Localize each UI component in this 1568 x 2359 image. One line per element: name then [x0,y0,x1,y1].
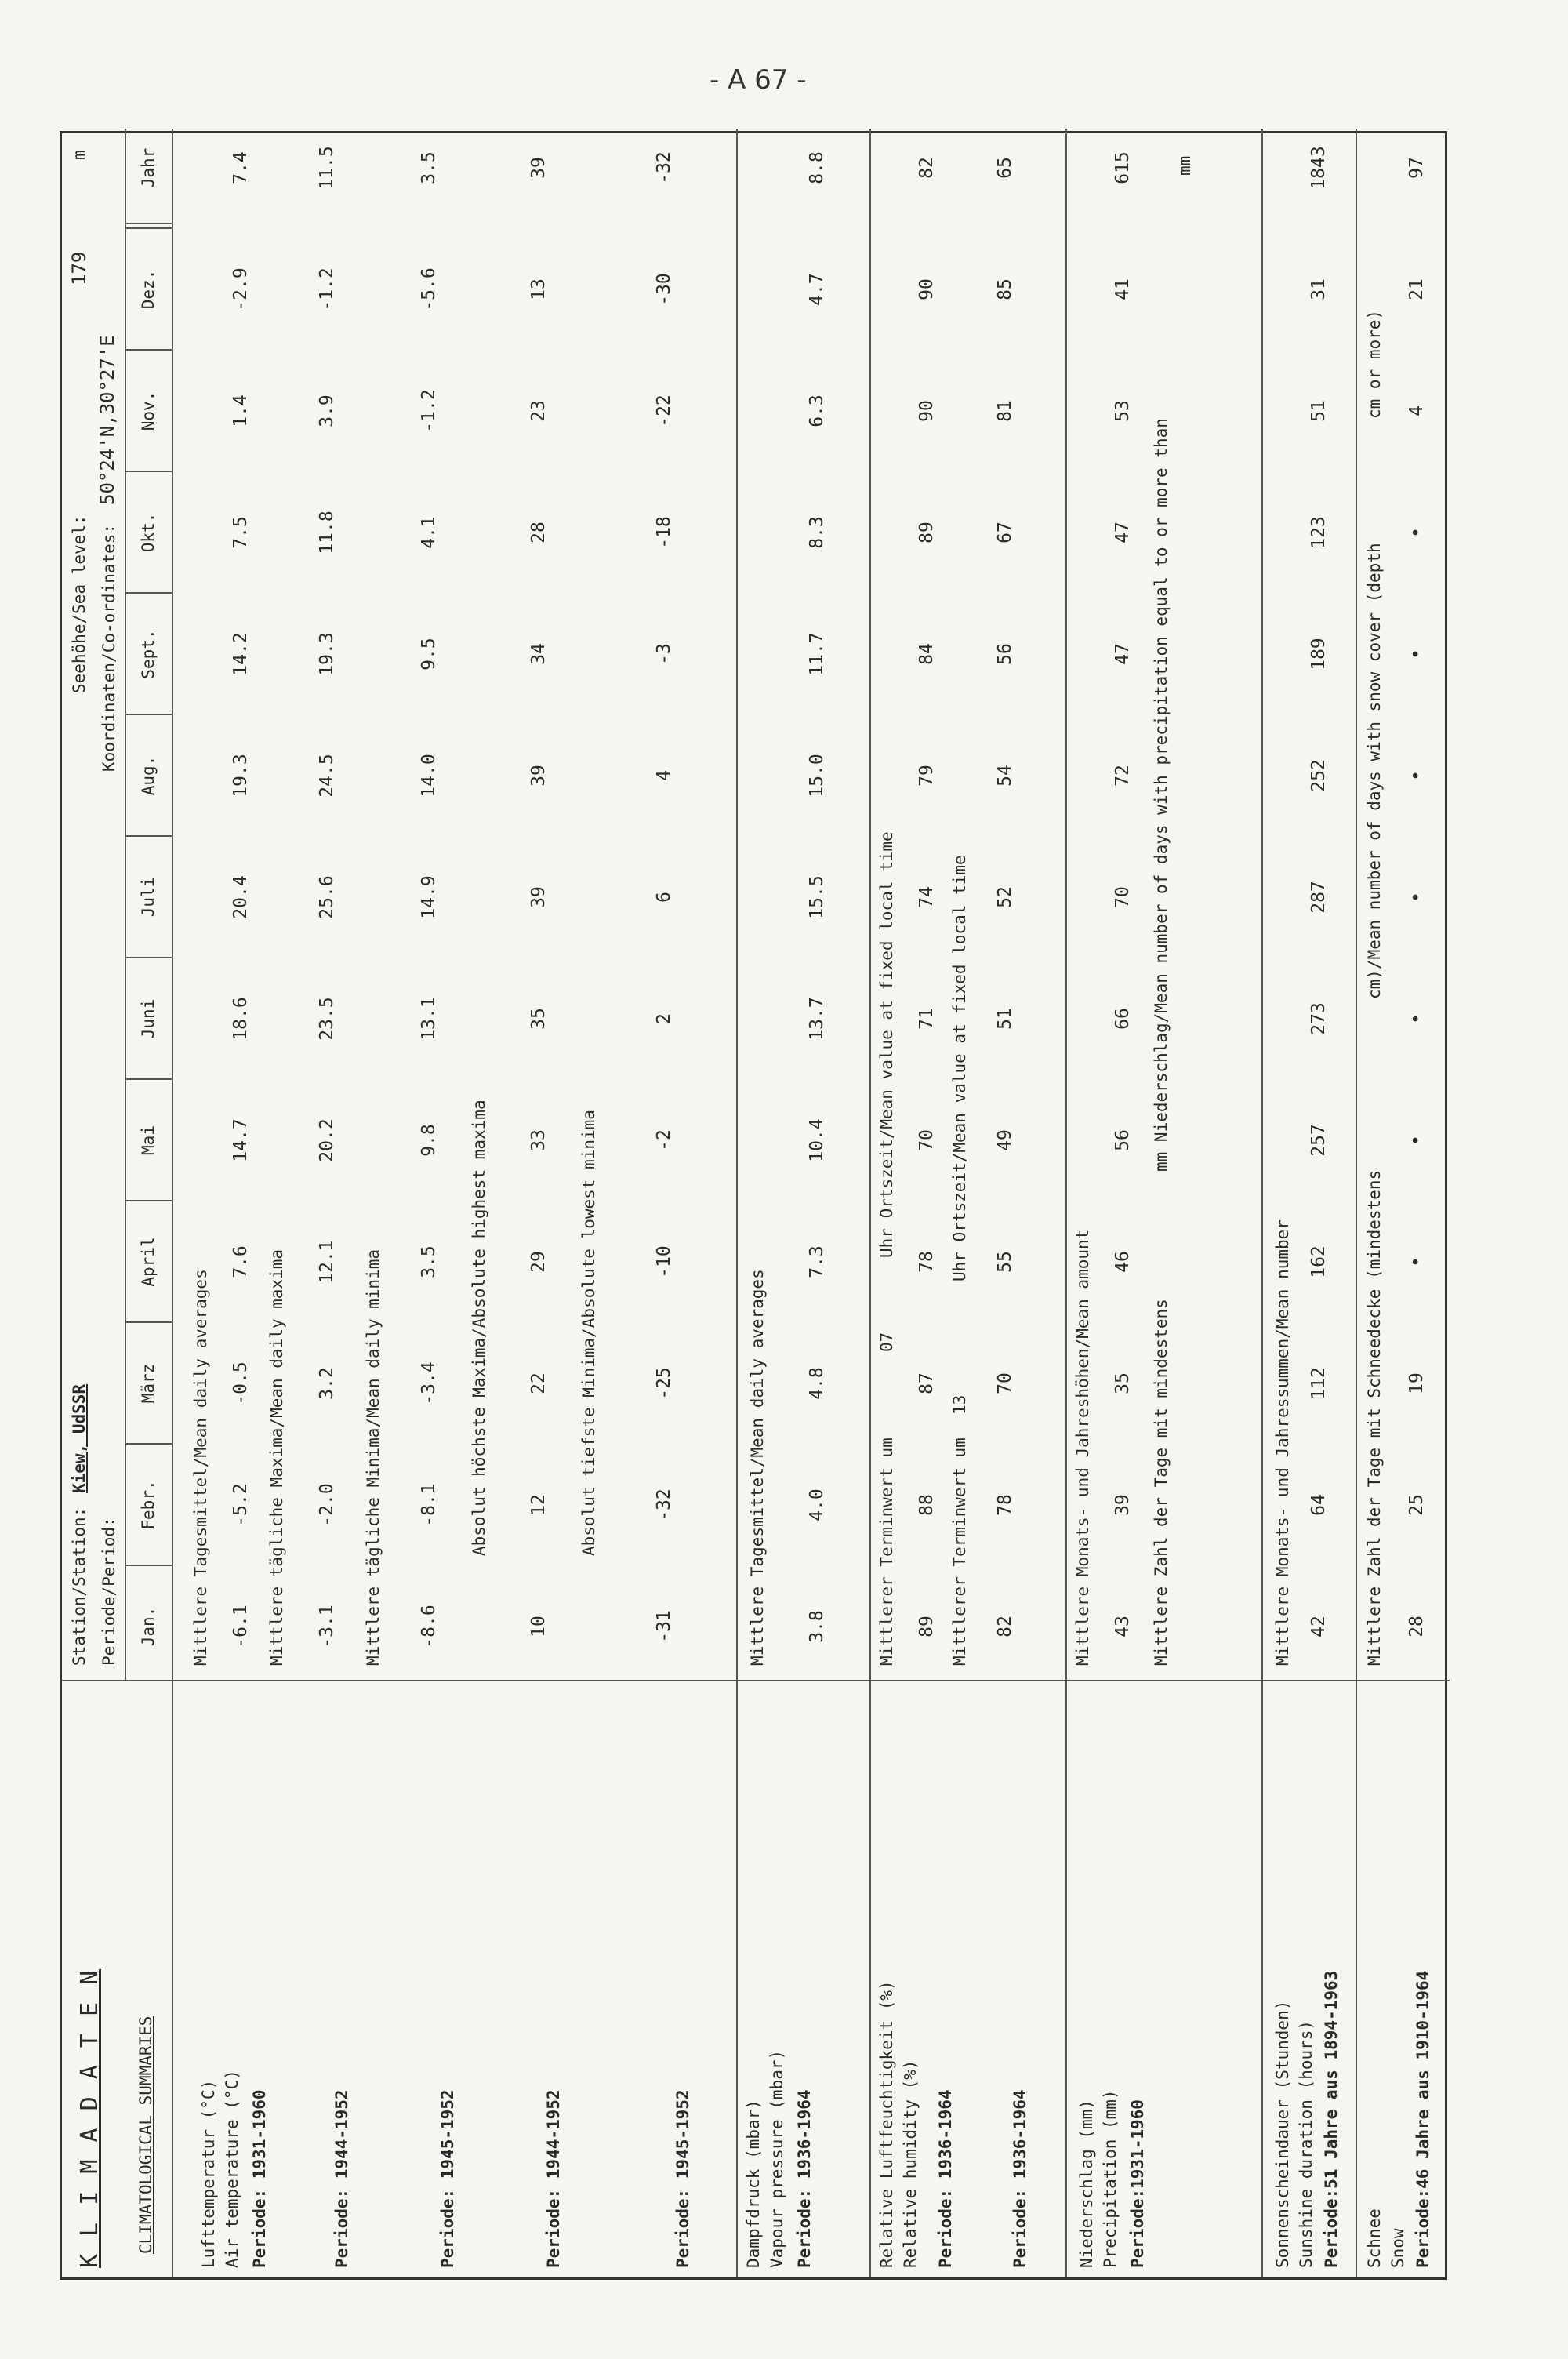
air-temp-caption-3: Mittlere tägliche Minima/Mean daily minima [364,1249,383,1666]
rotated-table-container [60,131,1447,2280]
sea-level-value: 179 [68,251,90,285]
humidity-period-2: Periode: 1936-1964 [1011,2089,1029,2268]
section-divider-snow [1356,129,1357,2277]
coordinates-value: 50°24'N,30°27'E [96,335,118,505]
month-header-bottom-line [172,129,173,1681]
month-divider [125,349,172,351]
month-divider [125,471,172,472]
vapour-label-en: Vapour pressure (mbar) [768,2049,786,2268]
vapour-label-de: Dampfdruck (mbar) [744,2099,763,2268]
snow-caption-c: cm or more) [1365,309,1384,419]
snow-caption-b: cm)/Mean number of days with snow cover (depth [1365,543,1384,999]
month-divider [125,1200,172,1201]
air-temp-period-2: Periode: 1944-1952 [332,2089,351,2268]
vapour-caption: Mittlere Tagesmittel/Mean daily averages [748,1269,767,1666]
year-double-divider [125,223,172,224]
snow-caption-a: Mittlere Zahl der Tage mit Schneedecke (mindestens [1365,1169,1384,1666]
month-divider [125,835,172,837]
sunshine-label-de: Sonnenscheindauer (Stunden) [1273,2000,1292,2268]
section-divider-humidity [869,129,871,2277]
sunshine-period: Periode:51 Jahre aus 1894-1963 [1322,1970,1341,2268]
climate-table: K L I M A D A T E N CLIMATOLOGICAL SUMMARIES Station/Station: Kiew, UdSSR Periode/Period: Seehöhe/Sea level: 179 m Koordinaten/Co-ordinates: 50°24'N,30°27'E Jan. Febr. März April Mai Juni Juli Aug. Sept. Okt. Nov. Dez. Jahr Lufttemperatur (°C) Air temperature (°C) Periode: 1931-1960 Mittlere Tagesmittel/Mean daily averages Mittlere tägliche Maxima/Mean daily maxima Periode: 1944-1952 Mittlere tägliche Minima/Mean daily minima Periode: 1945-1952 Absolut höchste Maxima/Absolute highest maxima Periode: 1944-1952 Absolut tiefste Minima/Absolute lowest minima Periode: 1945-1952 -6.1 -5.2 -0.5 7.6 14.7 18.6 20.4 19.3 14.2 7.5 1.4 -2.9 7.4 -3.1 -2.0 3.2 12.1 20.2 23.5 25.6 24.5 19.3 11.8 3.9 -1.2 11.5 -8.6 -8.1 -3.4 3.5 9.8 13.1 14.9 14.0 9.5 4.1 -1.2 -5.6 3.5 10 12 22 29 33 35 39 39 34 28 23 13 39 -31 -32 -25 -10 -2 2 6 4 -3 -18 -22 -30 -32 Dampfdruck (mbar) Vapour pressure (mbar) Periode: 1936-1964 Mittlere Tagesmittel/Mean daily averages 3.8 4.0 4.8 7.3 10.4 13.7 15.5 15.0 11.7 8.3 6.3 4.7 8.8 Relative Luftfeuchtigkeit (%) Relative humidity (%) Periode: 1936-1964 Periode: 1936-1964 Mittlerer Terminwert um 07 Uhr Ortszeit/Mean value at fixed local time Mittlerer Terminwert um 13 Uhr Ortszeit/Mean value at fixed local time 89 88 87 78 70 71 74 79 84 89 90 90 82 82 78 70 55 49 51 52 54 56 67 81 85 65 Niederschlag (mm) Precipitation (mm) Periode:1931-1960 Mittlere Monats- und Jahreshöhen/Mean amount Mittlere Zahl der Tage mit mindestens mm Niederschlag/Mean number of days with precipitation equal to or more than mm 43 39 35 46 56 66 70 72 47 47 53 41 615 Sonnenscheindauer (Stunden) Sunshine duration (hours) Periode:51 Jahre aus 1894-1963 Mittlere Monats- und Jahressummen/Mean number 42 64 112 162 257 273 287 252 189 123 51 31 1843 Schnee Snow Periode:46 Jahre aus 1910-1964 Mittlere Zahl der Tage mit Schneedecke (mindestens cm)/Mean number of days with snow cover (depth cm or more) 28 25 19 • • • • • • • 4 21 97 [60,131,1447,2280]
humidity-label-en: Relative humidity (%) [901,2059,920,2268]
air-temp-label-de: Lufttemperatur (°C) [199,2079,218,2268]
precip-caption-2-unit: mm [1175,155,1194,176]
precip-caption-2b: mm Niederschlag/Mean number of days with precipitation equal to or more than [1152,418,1171,1172]
humidity-period-1: Periode: 1936-1964 [936,2089,955,2268]
section-divider-vapour [736,129,738,2277]
snow-label-de: Schnee [1365,2208,1384,2268]
table-subtitle: CLIMATOLOGICAL SUMMARIES [136,2016,155,2254]
month-divider [125,1443,172,1445]
snow-period: Periode:46 Jahre aus 1910-1964 [1414,1970,1432,2268]
month-divider [125,592,172,594]
table-title: K L I M A D A T E N [76,1968,103,2268]
air-temp-label-en: Air temperature (°C) [223,2070,241,2268]
humidity-label-de: Relative Luftfeuchtigkeit (%) [877,1980,896,2268]
air-temp-caption-2: Mittlere tägliche Maxima/Mean daily maxima [267,1249,286,1666]
coordinates-label: Koordinaten/Co-ordinates: [100,523,118,772]
section-divider-precip [1065,129,1067,2277]
sea-level-unit: m [70,150,89,160]
humidity-caption-2-hour: 13 [950,1394,969,1415]
precip-caption-1: Mittlere Monats- und Jahreshöhen/Mean amount [1073,1229,1092,1666]
month-divider [125,1078,172,1080]
section-divider-sunshine [1261,129,1263,2277]
precip-period: Periode:1931-1960 [1128,2099,1147,2268]
air-temp-caption-1: Mittlere Tagesmittel/Mean daily averages [191,1269,210,1666]
precip-label-en: Precipitation (mm) [1101,2089,1120,2268]
month-divider [125,714,172,715]
station-value: Kiew, UdSSR [70,1383,89,1493]
humidity-caption-1-post: Uhr Ortszeit/Mean value at fixed local time [877,831,896,1258]
air-temp-period-1: Periode: 1931-1960 [250,2089,269,2268]
month-divider [125,227,172,229]
period-label: Periode/Period: [100,1517,118,1666]
header-bottom-line [172,1681,173,2277]
precip-label-de: Niederschlag (mm) [1077,2099,1096,2268]
sunshine-caption: Mittlere Monats- und Jahressummen/Mean number [1273,1219,1292,1666]
air-temp-caption-5: Absolut tiefste Minima/Absolute lowest minima [579,1110,598,1556]
air-temp-period-5: Periode: 1945-1952 [673,2089,692,2268]
page-number: - A 67 - [710,64,807,96]
label-column-divider [62,1680,1450,1681]
sunshine-label-en: Sunshine duration (hours) [1297,2019,1316,2268]
station-label: Station/Station: [70,1507,89,1666]
month-divider [125,1565,172,1566]
vapour-period: Periode: 1936-1964 [795,2089,814,2268]
sea-level-label: Seehöhe/Sea level: [70,514,89,693]
humidity-caption-2-pre: Mittlerer Terminwert um [950,1438,969,1666]
precip-caption-2a: Mittlere Zahl der Tage mit mindestens [1152,1299,1171,1666]
snow-label-en: Snow [1388,2228,1407,2268]
month-divider [125,957,172,958]
humidity-caption-1-hour: 07 [877,1332,896,1352]
humidity-caption-1-pre: Mittlerer Terminwert um [877,1438,896,1666]
humidity-caption-2-post: Uhr Ortszeit/Mean value at fixed local time [950,855,969,1281]
air-temp-caption-4: Absolut höchste Maxima/Absolute highest maxima [470,1100,488,1556]
month-header-top-line [125,129,126,1681]
air-temp-period-3: Periode: 1945-1952 [438,2089,457,2268]
air-temp-period-4: Periode: 1944-1952 [544,2089,563,2268]
month-divider [125,1321,172,1323]
